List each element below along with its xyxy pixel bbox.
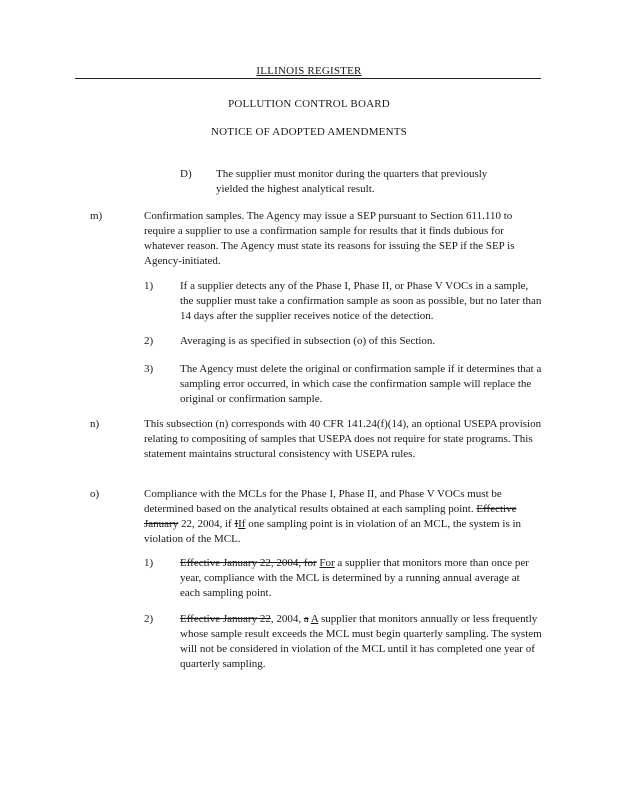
board-title: POLLUTION CONTROL BOARD bbox=[228, 98, 390, 110]
deleted-text: Effective January 22 bbox=[180, 613, 271, 625]
subsection-label: D) bbox=[180, 168, 192, 180]
register-title: ILLINOIS REGISTER bbox=[256, 65, 362, 77]
inserted-text: For bbox=[319, 557, 335, 569]
notice-title: NOTICE OF ADOPTED AMENDMENTS bbox=[211, 126, 407, 138]
deleted-text: I bbox=[234, 518, 239, 530]
inserted-text: A bbox=[310, 613, 319, 625]
text-run: Compliance with the MCLs for the Phase I, Phase II, and Phase V VOCs must be determined based on the analytical results obtained at each sampling point. bbox=[144, 488, 502, 515]
subsection-label: 1) bbox=[144, 280, 154, 292]
subsection-text bbox=[144, 487, 544, 547]
inserted-text: If bbox=[238, 518, 246, 530]
subsection-text: The supplier must monitor during the quarters that previously yielded the highest analytical result. bbox=[216, 168, 488, 195]
deleted-text: Effective January bbox=[144, 503, 517, 530]
text-run: one sampling point is in violation of an MCL, the system is in violation of the MCL. bbox=[144, 518, 522, 545]
deleted-text: Effective January 22, 2004, for bbox=[180, 557, 317, 569]
subsection-label: 3) bbox=[144, 363, 154, 375]
subsection-label: 2) bbox=[144, 335, 154, 347]
subsection-text: If a supplier detects any of the Phase I, Phase II, or Phase V VOCs in a sample, the supplier must take a confirmation sample as soon as possible, but no later than 14 days after the supplier receives notice of the detection. bbox=[180, 280, 542, 322]
subsection-label: n) bbox=[90, 418, 100, 430]
subsection-text: The Agency must delete the original or confirmation sample if it determines that a sampling error occurred, in which case the confirmation sample will replace the original or confirmation sample. bbox=[180, 363, 542, 405]
text-run: supplier that monitors annually or less frequently whose sample result exceeds the MCL must begin quarterly sampling. The system will not be considered in violation of the MCL until it has completed one year of quarterly sampling. bbox=[180, 613, 542, 670]
subsection-text bbox=[180, 556, 542, 601]
deleted-text: a bbox=[303, 613, 309, 625]
text-run: , 2004, bbox=[270, 613, 304, 625]
subsection-label: o) bbox=[90, 488, 100, 500]
text-run: a supplier that monitors more than once per year, compliance with the MCL is determined by a running annual average at each sampling point. bbox=[180, 557, 529, 599]
subsection-text bbox=[180, 612, 542, 672]
subsection-label: 2) bbox=[144, 613, 154, 625]
subsection-label: m) bbox=[90, 210, 103, 222]
subsection-text: Averaging is as specified in subsection (o) of this Section. bbox=[180, 335, 436, 347]
subsection-text: This subsection (n) corresponds with 40 CFR 141.24(f)(14), an optional USEPA provision relating to compositing of samples that USEPA does not require for state programs. This statement maintains structural consistency with USEPA rules. bbox=[144, 418, 542, 460]
header-rule bbox=[75, 78, 541, 79]
subsection-text: Confirmation samples. The Agency may issue a SEP pursuant to Section 611.110 to require a supplier to use a confirmation sample for results that it finds dubious for whatever reason. The Agency must state its reasons for issuing the SEP if the SEP is Agency-initiated. bbox=[144, 210, 515, 267]
text-run: 22, 2004, if bbox=[178, 518, 235, 530]
subsection-label: 1) bbox=[144, 557, 154, 569]
